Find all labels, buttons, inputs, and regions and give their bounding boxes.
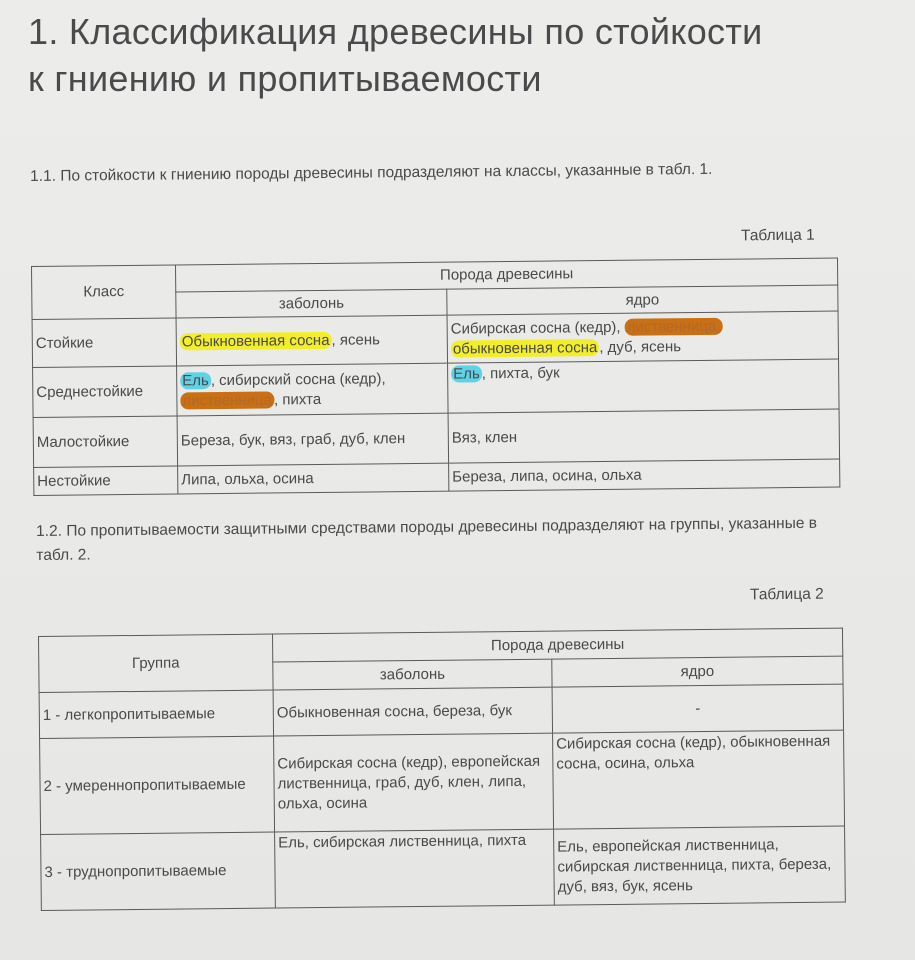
table-2-sapwood-cell: Обыкновенная сосна, береза, бук bbox=[273, 687, 552, 736]
table-2-caption: Таблица 2 bbox=[749, 585, 824, 604]
table-1-header-class: Класс bbox=[32, 265, 177, 320]
table-1-core-cell: Ель , пихта, бук bbox=[448, 359, 840, 413]
table-2 bbox=[38, 628, 846, 911]
table-2-group-cell: 1 - легкопропитываемые bbox=[39, 690, 273, 738]
table-2-core-cell: Сибирская сосна (кедр), обыкновенная сосна, осина, ольха bbox=[553, 730, 845, 829]
table-1-header-core: ядро bbox=[447, 285, 838, 315]
table-1-core-cell: Сибирская сосна (кедр), лиственница, обыкновенная сосна , дуб, ясень bbox=[447, 311, 838, 363]
table-2-sapwood-cell: Сибирская сосна (кедр), европейская лиственница, граб, дуб, клен, липа, ольха, осина bbox=[274, 733, 554, 832]
table-1-core-cell: Береза, липа, осина, ольха bbox=[449, 459, 840, 491]
table-2-core-cell: - bbox=[552, 684, 843, 733]
table-1-sapwood-cell: Ель , сибирский сосна (кедр), лиственница , пихта bbox=[177, 363, 449, 416]
table-2-header-sapwood: заболонь bbox=[273, 659, 552, 690]
table-1-caption: Таблица 1 bbox=[740, 226, 815, 245]
highlighted-text: лиственница, bbox=[626, 317, 721, 336]
table-2-group-cell: 2 - умереннопропитываемые bbox=[40, 736, 275, 834]
table-row bbox=[40, 730, 845, 834]
table-1-class-cell: Среднестойкие bbox=[33, 366, 178, 418]
table-1-core-cell: Вяз, клен bbox=[448, 409, 840, 463]
table-1-sapwood-cell: Обыкновенная сосна , ясень bbox=[176, 315, 447, 366]
highlighted-text: Обыкновенная сосна bbox=[181, 331, 330, 350]
table-2-sapwood-cell: Ель, сибирская лиственница, пихта bbox=[275, 829, 555, 908]
table-1-class-cell: Малостойкие bbox=[33, 416, 178, 468]
table-2-group-cell: 3 - труднопропитываемые bbox=[41, 832, 276, 910]
table-row bbox=[33, 409, 839, 467]
highlighted-text: лиственница bbox=[182, 390, 273, 409]
table-row bbox=[39, 684, 843, 738]
table-1 bbox=[31, 258, 840, 496]
table-1-class-cell: Стойкие bbox=[32, 318, 176, 368]
highlighted-text: обыкновенная сосна bbox=[452, 338, 598, 358]
table-2-header-core: ядро bbox=[552, 656, 843, 687]
table-2-header-group: Группа bbox=[39, 634, 274, 692]
table-1-class-cell: Нестойкие bbox=[34, 466, 178, 496]
section-1-text: 1.1. По стойкости к гниению породы древесины подразделяют на классы, указанные в табл. 1. bbox=[30, 160, 713, 185]
highlighted-text: Ель bbox=[453, 365, 480, 383]
table-row bbox=[41, 826, 846, 910]
table-2-header-species: Порода древесины bbox=[272, 628, 842, 662]
page-title: 1. Классификация древесины по стойкости к гниению и пропитываемости bbox=[28, 11, 763, 99]
table-row bbox=[33, 359, 839, 417]
table-1-sapwood-cell: Липа, ольха, осина bbox=[178, 463, 449, 494]
table-1-header-sapwood: заболонь bbox=[176, 289, 447, 318]
table-row bbox=[32, 311, 838, 367]
section-2-text: 1.2. По пропитываемости защитными средствами породы древесины подразделяют на группы, указанные в табл. 2. bbox=[36, 514, 818, 564]
highlighted-text: Ель bbox=[182, 371, 209, 389]
table-2-core-cell: Ель, европейская лиственница, сибирская лиственница, пихта, береза, дуб, вяз, бук, ясень bbox=[554, 826, 846, 905]
table-1-sapwood-cell: Береза, бук, вяз, граб, дуб, клен bbox=[177, 413, 449, 466]
table-1-header-species: Порода древесины bbox=[175, 258, 837, 292]
